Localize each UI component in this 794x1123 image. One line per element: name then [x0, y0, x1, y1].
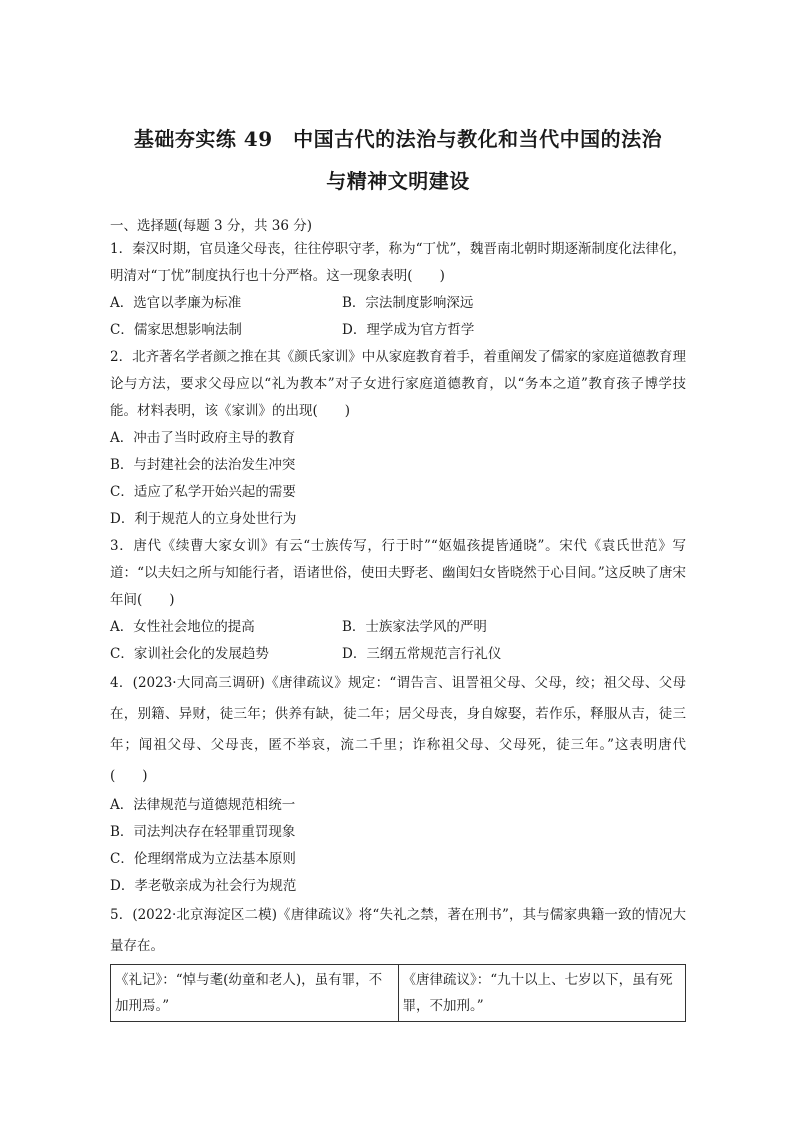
comparison-table	[110, 964, 686, 1022]
question-stem: 5．(2022·北京海淀区二模)《唐律疏议》将“失礼之禁，著在刑书”，其与儒家典籍一致的情况大量存在。	[110, 907, 686, 954]
question-4	[110, 668, 686, 900]
page-title	[110, 118, 686, 202]
option-b: B．与封建社会的法治发生冲突	[110, 457, 296, 473]
option-b: B．司法判决存在轻罪重罚现象	[110, 824, 296, 840]
title-line-2: 与精神文明建设	[326, 169, 470, 193]
question-5	[110, 900, 686, 1022]
question-2	[110, 344, 686, 533]
option-d: D．理学成为官方哲学	[342, 322, 475, 338]
option-a: A．法律规范与道德规范相统一	[110, 797, 296, 813]
option-d: D．利于规范人的立身处世行为	[110, 511, 297, 527]
option-d: D．三纲五常规范言行礼仪	[342, 646, 502, 662]
option-d: D．孝老敬亲成为社会行为规范	[110, 878, 297, 894]
option-a: A．选官以孝廉为标准	[110, 295, 242, 311]
question-3	[110, 533, 686, 668]
question-stem: 4．(2023·大同高三调研)《唐律疏议》规定：“谓告言、诅詈祖父母、父母，绞；祖父母、父母在，别籍、异财，徒三年；供养有缺，徒二年；居父母丧，身自嫁娶，若作乐，释服从吉，徒三年；闻祖父母、父母丧，匿不举哀，流二千里；诈称祖父母、父母死，徒三年。”这表明唐代( )	[110, 675, 686, 784]
option-a: A．女性社会地位的提高	[110, 619, 255, 635]
option-c: C．家训社会化的发展趋势	[110, 646, 269, 662]
question-stem: 1．秦汉时期，官员逢父母丧，往往停职守孝，称为“丁忧”，魏晋南北朝时期逐渐制度化法律化，明清对“丁忧”制度执行也十分严格。这一现象表明( )	[110, 241, 686, 284]
document-page	[110, 118, 686, 1022]
question-stem: 2．北齐著名学者颜之推在其《颜氏家训》中从家庭教育着手，着重阐发了儒家的家庭道德教育理论与方法，要求父母应以“礼为教本”对子女进行家庭道德教育，以“务本之道”教育孩子博学技能。材料表明，该《家训》的出现( )	[110, 349, 686, 419]
question-1	[110, 236, 686, 344]
table-cell-tanglv: 《唐律疏议》：“九十以上、七岁以下，虽有死罪，不加刑。”	[398, 965, 686, 1022]
option-c: C．儒家思想影响法制	[110, 322, 242, 338]
table-cell-liji: 《礼记》：“悼与耄(幼童和老人)，虽有罪，不加刑焉。”	[111, 965, 399, 1022]
title-line-1: 基础夯实练 49 中国古代的法治与教化和当代中国的法治	[133, 127, 663, 151]
option-b: B．宗法制度影响深远	[342, 295, 474, 311]
option-c: C．伦理纲常成为立法基本原则	[110, 851, 296, 867]
table-row	[111, 965, 686, 1022]
question-stem: 3．唐代《续曹大家女训》有云“士族传写，行于时”“妪媪孩提皆通晓”。宋代《袁氏世范》写道：“以夫妇之所与知能行者，语诸世俗，使田夫野老、幽闺妇女皆晓然于心目间。”这反映了唐宋年间( )	[110, 538, 686, 608]
option-a: A．冲击了当时政府主导的教育	[110, 430, 296, 446]
option-c: C．适应了私学开始兴起的需要	[110, 484, 296, 500]
section-header: 一、选择题(每题 3 分，共 36 分)	[110, 218, 312, 234]
option-b: B．士族家法学风的严明	[342, 619, 487, 635]
